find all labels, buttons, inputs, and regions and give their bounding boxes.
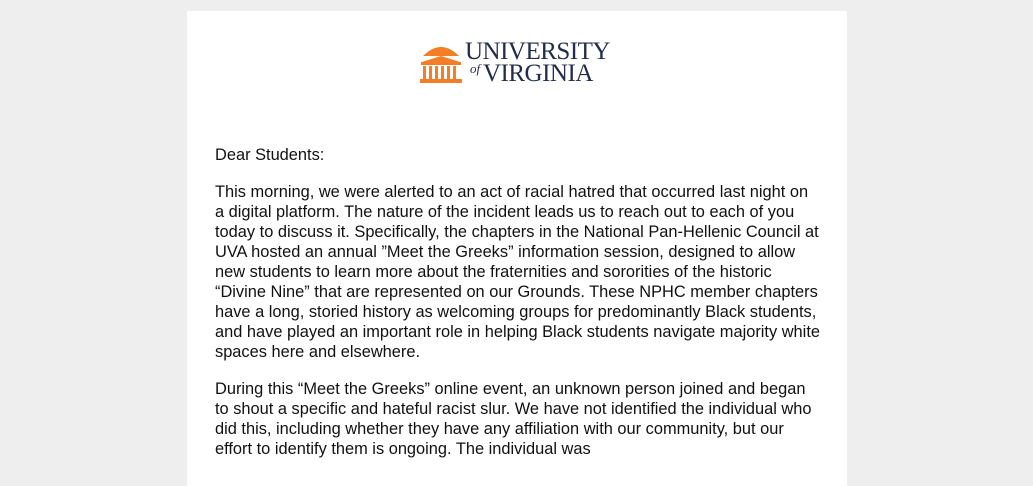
wordmark-university: UNIVERSITY [465,38,610,65]
salutation: Dear Students: [215,146,325,164]
wordmark-of: of [470,61,481,76]
rotunda-icon [420,40,462,84]
university-logo [420,38,620,88]
paragraph-1: This morning, we were alerted to an act of racial hatred that occurred last night on a digital platform. The nature of the incident leads us to reach out to each of you today to discuss it. Specifically, the chapters in the National Pan-Hellenic Council at UVA hosted an annual ”Meet the Greeks” information session, designed to allow new students to learn more about the fraternities and sororities of the historic “Divine Nine” that are represented on our Grounds. These NPHC member chapters have a long, storied history as welcoming groups for predominantly Black students, and have played an important role in helping Black students navigate majority white spaces here and elsewhere. [215,183,820,361]
wordmark-virginia: VIRGINIA [483,60,593,87]
paragraph-2: During this “Meet the Greeks” online event, an unknown person joined and began to shout a specific and hateful racist slur. We have not identified the individual who did this, including whether they have any affiliation with our community, but our effort to identify them is ongoing. The individual was [215,380,812,458]
letter-page [187,11,847,486]
letter-body [215,145,820,476]
